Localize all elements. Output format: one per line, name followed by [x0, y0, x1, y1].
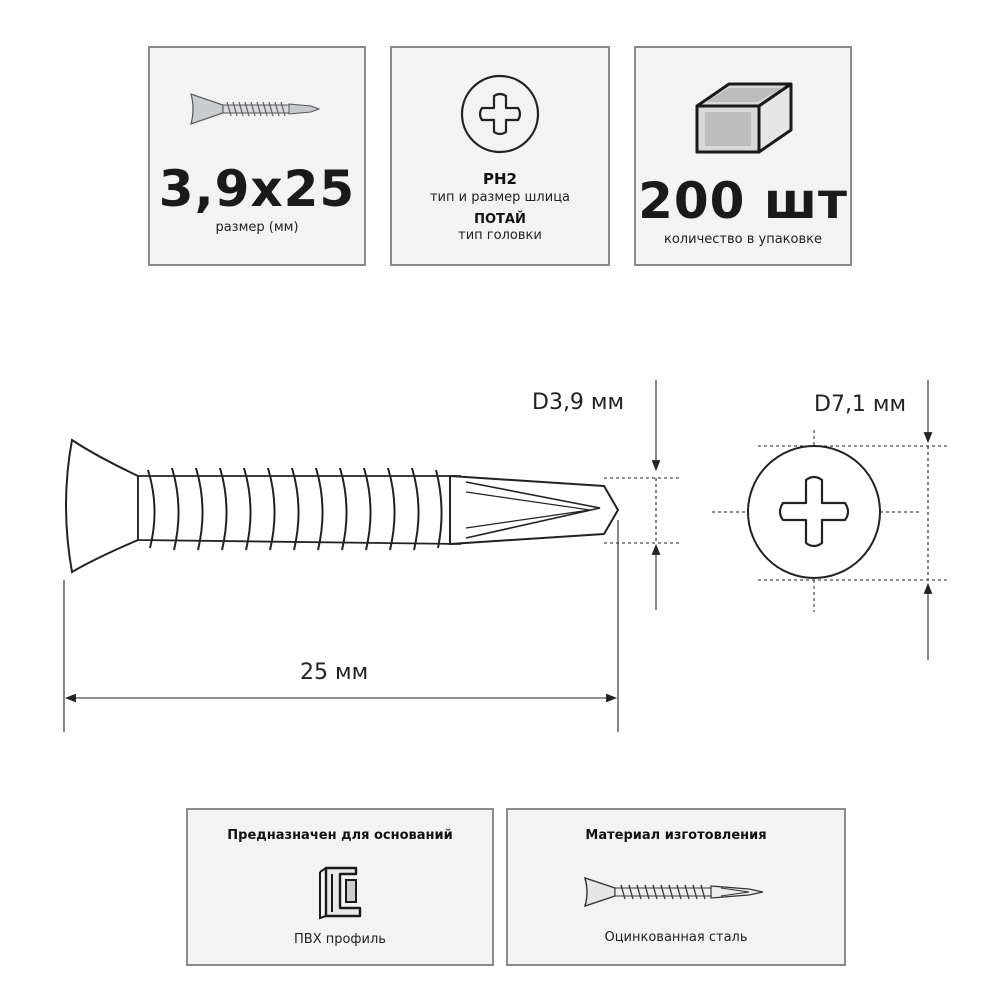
base-title: Предназначен для оснований: [227, 828, 453, 843]
galvanized-screw-icon: [508, 872, 844, 912]
quantity-value: 200 шт: [638, 172, 848, 230]
screw-head-side: [66, 440, 138, 572]
head-label: тип головки: [458, 228, 542, 243]
material-card: [506, 808, 846, 966]
base-card: [186, 808, 494, 966]
box-icon: [636, 68, 850, 158]
thread-diameter-label: D3,9 мм: [532, 390, 625, 415]
phillips-head-icon: [392, 72, 608, 156]
base-value: ПВХ профиль: [294, 932, 386, 947]
size-label: размер (мм): [215, 220, 299, 235]
size-value: 3,9x25: [158, 160, 356, 218]
material-title: Материал изготовления: [585, 828, 767, 843]
slot-value: PH2: [483, 170, 517, 188]
slot-card: [390, 46, 610, 266]
head-diameter-label: D7,1 мм: [814, 392, 907, 417]
quantity-label: количество в упаковке: [664, 232, 822, 247]
size-card: [148, 46, 366, 266]
length-label: 25 мм: [300, 660, 369, 685]
screw-dimension-diagram: [0, 360, 1000, 760]
pvc-profile-icon: [188, 862, 492, 922]
slot-label: тип и размер шлица: [429, 190, 571, 205]
material-value: Оцинкованная сталь: [604, 930, 748, 945]
quantity-card: [634, 46, 852, 266]
head-value: ПОТАЙ: [474, 212, 526, 227]
screw-head-front: [712, 430, 920, 612]
screw-icon: [150, 84, 364, 134]
